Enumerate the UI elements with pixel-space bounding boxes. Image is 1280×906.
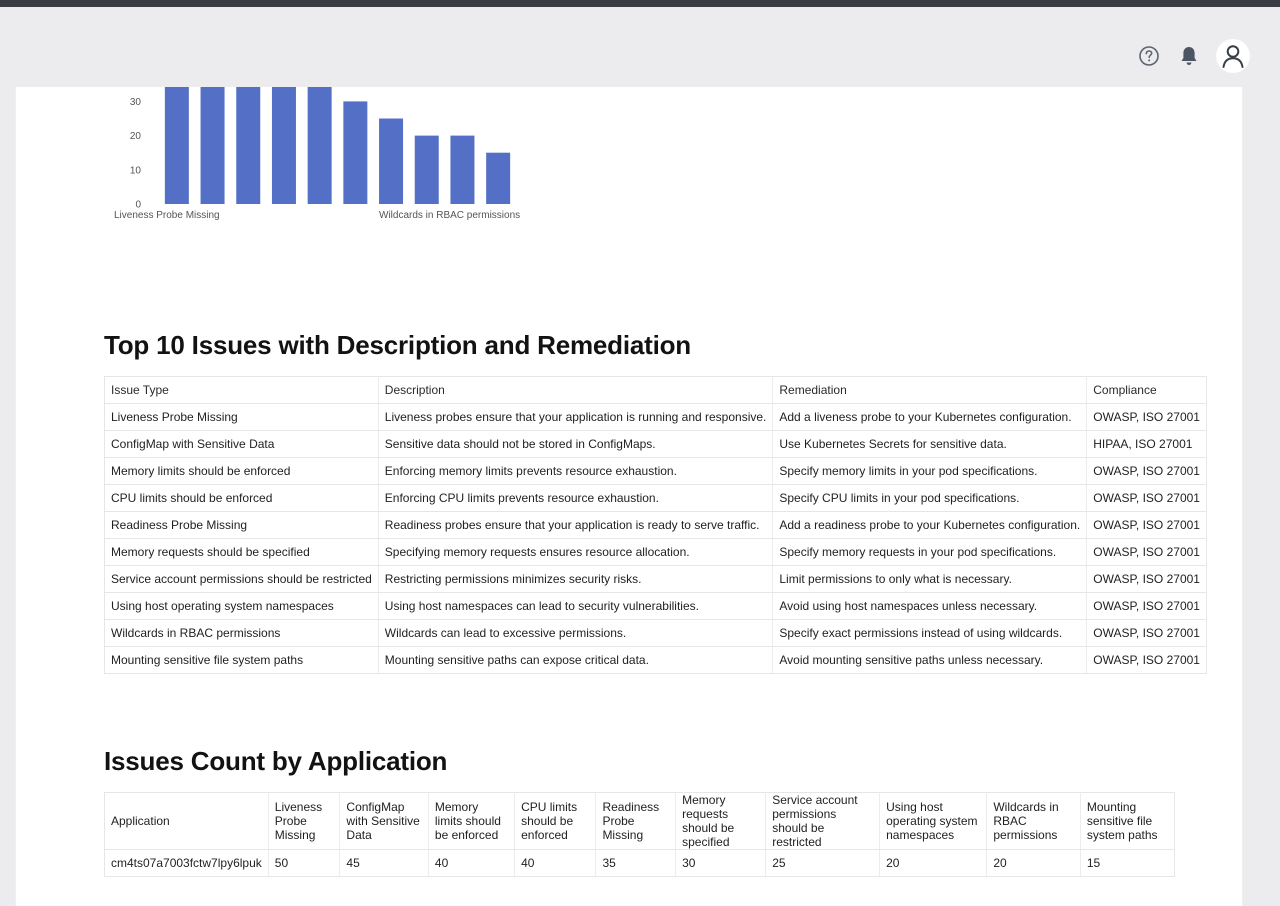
cell-description: Liveness probes ensure that your application is running and responsive. — [378, 404, 773, 431]
cell-compliance: OWASP, ISO 27001 — [1087, 458, 1207, 485]
issues-table — [104, 376, 1207, 674]
notifications-button[interactable] — [1176, 43, 1202, 69]
y-tick-label: 30 — [129, 96, 141, 108]
cell-issue-count: 40 — [428, 850, 514, 877]
cell-issue-type: Service account permissions should be restricted — [105, 566, 379, 593]
y-tick-label: 0 — [135, 199, 141, 211]
chart-bar[interactable] — [486, 153, 510, 204]
cell-issue-count: 45 — [340, 850, 428, 877]
cell-application-name: cm4ts07a7003fctw7lpy6lpuk — [105, 850, 269, 877]
column-header-issue-count: Liveness Probe Missing — [268, 793, 340, 850]
window-top-strip — [0, 0, 1280, 7]
column-header-issue-count: Readiness Probe Missing — [596, 793, 676, 850]
cell-compliance: OWASP, ISO 27001 — [1087, 620, 1207, 647]
cell-compliance: OWASP, ISO 27001 — [1087, 593, 1207, 620]
column-header-issue-type: Issue Type — [105, 377, 379, 404]
cell-compliance: OWASP, ISO 27001 — [1087, 404, 1207, 431]
cell-issue-count: 35 — [596, 850, 676, 877]
count-section-title: Issues Count by Application — [104, 746, 448, 776]
table-row — [105, 458, 1207, 485]
issues-bar-chart — [111, 87, 551, 227]
table-row — [105, 566, 1207, 593]
cell-description: Mounting sensitive paths can expose critical data. — [378, 647, 773, 674]
table-row — [105, 620, 1207, 647]
count-table-header-row — [105, 793, 1175, 850]
y-tick-label: 10 — [129, 165, 141, 177]
user-icon — [1219, 42, 1247, 70]
cell-issue-count: 20 — [987, 850, 1081, 877]
cell-issue-type: CPU limits should be enforced — [105, 485, 379, 512]
cell-issue-type: Liveness Probe Missing — [105, 404, 379, 431]
cell-compliance: OWASP, ISO 27001 — [1087, 512, 1207, 539]
issues-section-title: Top 10 Issues with Description and Remediation — [104, 330, 691, 360]
cell-compliance: OWASP, ISO 27001 — [1087, 485, 1207, 512]
cell-issue-count: 20 — [880, 850, 987, 877]
cell-issue-type: Memory requests should be specified — [105, 539, 379, 566]
cell-description: Enforcing memory limits prevents resource exhaustion. — [378, 458, 773, 485]
column-header-application: Application — [105, 793, 269, 850]
help-button[interactable] — [1136, 43, 1162, 69]
cell-issue-type: Wildcards in RBAC permissions — [105, 620, 379, 647]
cell-remediation: Add a liveness probe to your Kubernetes configuration. — [773, 404, 1087, 431]
table-row — [105, 647, 1207, 674]
column-header-issue-count: ConfigMap with Sensitive Data — [340, 793, 428, 850]
cell-issue-type: Using host operating system namespaces — [105, 593, 379, 620]
cell-issue-count: 50 — [268, 850, 340, 877]
x-tick-label: Liveness Probe Missing — [114, 210, 220, 221]
cell-compliance: OWASP, ISO 27001 — [1087, 647, 1207, 674]
column-header-description: Description — [378, 377, 773, 404]
cell-issue-count: 15 — [1080, 850, 1174, 877]
cell-description: Specifying memory requests ensures resource allocation. — [378, 539, 773, 566]
cell-description: Sensitive data should not be stored in ConfigMaps. — [378, 431, 773, 458]
cell-issue-type: Mounting sensitive file system paths — [105, 647, 379, 674]
cell-remediation: Limit permissions to only what is necessary. — [773, 566, 1087, 593]
chart-bar[interactable] — [165, 87, 189, 204]
cell-description: Restricting permissions minimizes security risks. — [378, 566, 773, 593]
chart-bar[interactable] — [343, 101, 367, 204]
chart-bar[interactable] — [379, 119, 403, 205]
cell-remediation: Specify memory limits in your pod specifications. — [773, 458, 1087, 485]
table-row — [105, 485, 1207, 512]
user-avatar-button[interactable] — [1216, 39, 1250, 73]
cell-description: Wildcards can lead to excessive permissions. — [378, 620, 773, 647]
report-content — [15, 87, 1243, 906]
chart-bar[interactable] — [272, 87, 296, 204]
bell-icon — [1179, 45, 1199, 67]
cell-compliance: OWASP, ISO 27001 — [1087, 539, 1207, 566]
chart-bar[interactable] — [308, 87, 332, 204]
cell-remediation: Add a readiness probe to your Kubernetes configuration. — [773, 512, 1087, 539]
cell-remediation: Specify exact permissions instead of using wildcards. — [773, 620, 1087, 647]
cell-issue-count: 30 — [676, 850, 766, 877]
column-header-issue-count: Memory requests should be specified — [676, 793, 766, 850]
cell-description: Readiness probes ensure that your application is ready to serve traffic. — [378, 512, 773, 539]
cell-remediation: Avoid mounting sensitive paths unless necessary. — [773, 647, 1087, 674]
table-row — [105, 593, 1207, 620]
cell-remediation: Specify CPU limits in your pod specifications. — [773, 485, 1087, 512]
issues-count-table — [104, 792, 1175, 877]
cell-issue-type: Readiness Probe Missing — [105, 512, 379, 539]
table-row — [105, 850, 1175, 877]
column-header-compliance: Compliance — [1087, 377, 1207, 404]
issues-table-header-row — [105, 377, 1207, 404]
cell-description: Enforcing CPU limits prevents resource exhaustion. — [378, 485, 773, 512]
chart-bar[interactable] — [450, 136, 474, 204]
cell-description: Using host namespaces can lead to security vulnerabilities. — [378, 593, 773, 620]
header-actions — [1136, 38, 1250, 74]
table-row — [105, 431, 1207, 458]
chart-bar[interactable] — [415, 136, 439, 204]
cell-issue-type: ConfigMap with Sensitive Data — [105, 431, 379, 458]
cell-compliance: OWASP, ISO 27001 — [1087, 566, 1207, 593]
chart-bar[interactable] — [201, 87, 225, 204]
cell-remediation: Use Kubernetes Secrets for sensitive data. — [773, 431, 1087, 458]
y-tick-label: 20 — [129, 131, 141, 143]
column-header-issue-count: Service account permissions should be restricted — [766, 793, 880, 850]
chart-bar[interactable] — [236, 87, 260, 204]
cell-remediation: Specify memory requests in your pod specifications. — [773, 539, 1087, 566]
table-row — [105, 539, 1207, 566]
bar-chart-svg — [111, 87, 551, 227]
column-header-issue-count: Using host operating system namespaces — [880, 793, 987, 850]
column-header-issue-count: CPU limits should be enforced — [515, 793, 596, 850]
table-row — [105, 512, 1207, 539]
cell-compliance: HIPAA, ISO 27001 — [1087, 431, 1207, 458]
help-circle-icon — [1138, 45, 1160, 67]
cell-issue-type: Memory limits should be enforced — [105, 458, 379, 485]
cell-remediation: Avoid using host namespaces unless necessary. — [773, 593, 1087, 620]
column-header-issue-count: Mounting sensitive file system paths — [1080, 793, 1174, 850]
cell-issue-count: 25 — [766, 850, 880, 877]
column-header-issue-count: Memory limits should be enforced — [428, 793, 514, 850]
cell-issue-count: 40 — [515, 850, 596, 877]
column-header-issue-count: Wildcards in RBAC permissions — [987, 793, 1081, 850]
x-tick-label: Wildcards in RBAC permissions — [379, 210, 521, 221]
table-row — [105, 404, 1207, 431]
column-header-remediation: Remediation — [773, 377, 1087, 404]
